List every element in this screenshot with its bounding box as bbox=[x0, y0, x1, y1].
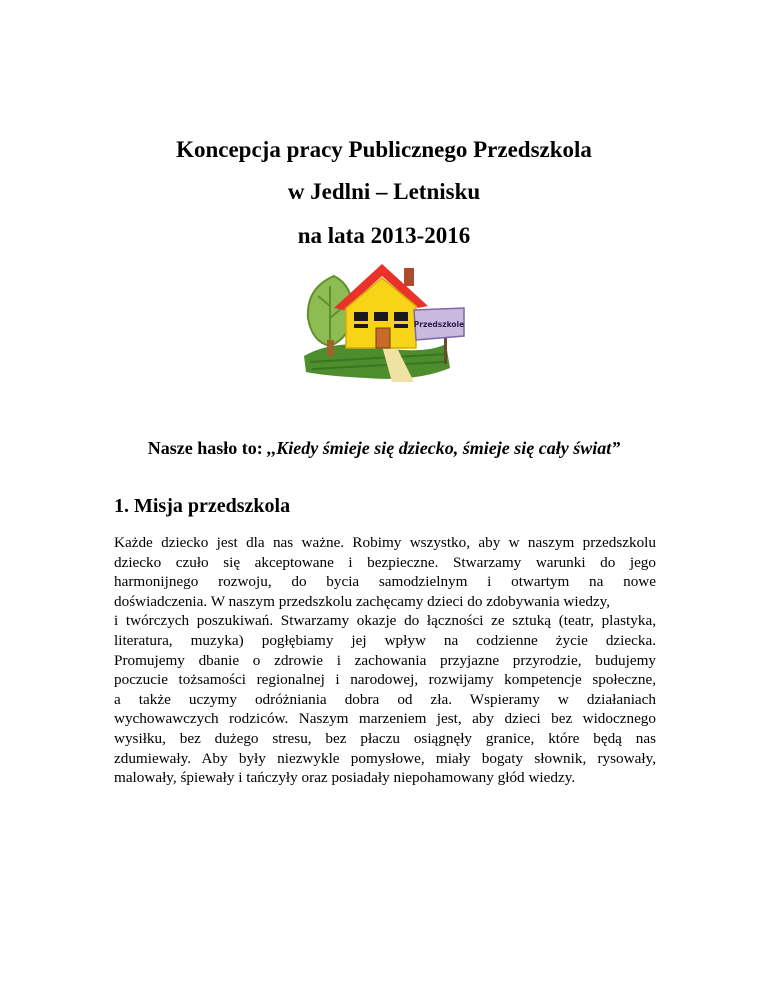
preschool-house-logo bbox=[296, 256, 472, 386]
paragraph-line: malowały, śpiewały i tańczyły oraz posiadały niepohamowany głód wiedzy. bbox=[114, 769, 576, 787]
paragraph-line: Promujemy dbanie o zdrowie i zachowania przyjazne przyrodzie, budujemy bbox=[114, 651, 656, 669]
paragraph-line: wysiłku, bez dużego stresu, bez płaczu osiągnęły granice, które będą nas bbox=[114, 729, 656, 747]
document-title: Koncepcja pracy Publicznego Przedszkola bbox=[176, 137, 592, 162]
document-title-years: na lata 2013-2016 bbox=[297, 223, 471, 248]
paragraph-line: Każde dziecko jest dla nas ważne. Robimy wszystko, aby w naszym przedszkolu bbox=[114, 534, 656, 551]
paragraph-line: dziecko czuło się akceptowane i bezpieczne. Stwarzamy warunki do jego bbox=[114, 553, 656, 571]
paragraph-line: poczucie tożsamości regionalnej i narodowej, rozwijamy kompetencje społeczne, bbox=[114, 671, 656, 689]
paragraph-line: literatura, muzyka) pogłębiamy jej wpływ na codzienne życie dziecka. bbox=[114, 631, 656, 649]
door-shape bbox=[376, 328, 390, 348]
motto-quote: ,,Kiedy śmieje się dziecko, śmieje się cały świat” bbox=[267, 438, 621, 458]
motto-label: Nasze hasło to: bbox=[147, 438, 268, 458]
section-heading: 1. Misja przedszkola bbox=[114, 495, 291, 517]
paragraph-line: harmonijnego rozwoju, do bycia samodzielnym i otwartym na nowe bbox=[114, 573, 656, 591]
sign-label: Przedszkole bbox=[413, 320, 465, 329]
paragraph-line: zdumiewały. Aby były niezwykle pomysłowe, miały bogaty słownik, rysowały, bbox=[114, 749, 656, 767]
paragraph-line: doświadczenia. W naszym przedszkolu zachęcamy dzieci do zdobywania wiedzy, bbox=[114, 592, 611, 610]
mission-paragraph bbox=[114, 533, 656, 788]
paragraph-line: a także uczymy odróżniania dobra od zła. Wspieramy w działaniach bbox=[114, 690, 656, 708]
paragraph-line: i twórczych poszukiwań. Stwarzamy okazje do łączności ze sztuką (teatr, plastyka, bbox=[114, 612, 656, 630]
motto bbox=[0, 437, 768, 459]
paragraph-line: wychowawczych rodziców. Naszym marzeniem jest, aby dzieci bez widocznego bbox=[114, 710, 656, 728]
document-title-location: w Jedlni – Letnisku bbox=[287, 179, 481, 204]
